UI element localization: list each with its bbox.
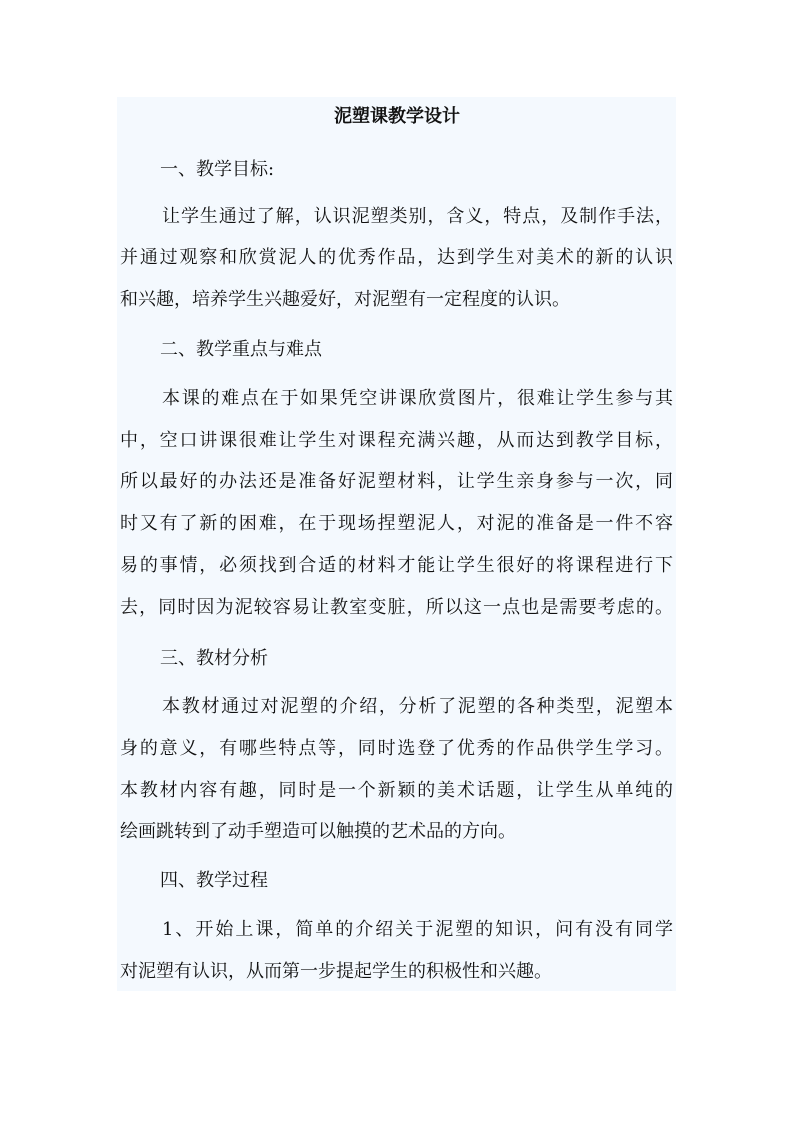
- paragraph-line: 去，同时因为泥较容易让教室变脏，所以这一点也是需要考虑的。: [120, 597, 673, 618]
- paragraph-line: 让学生通过了解，认识泥塑类别，含义，特点，及制作手法，: [162, 206, 673, 227]
- paragraph-line: 所以最好的办法还是准备好泥塑材料，让学生亲身参与一次，同: [120, 471, 673, 492]
- document-background: [117, 97, 676, 991]
- section-heading-key-points: 二、教学重点与难点: [160, 339, 322, 360]
- paragraph-line: 本课的难点在于如果凭空讲课欣赏图片，很难让学生参与其: [162, 388, 673, 409]
- paragraph-line: 绘画跳转到了动手塑造可以触摸的艺术品的方向。: [120, 821, 516, 842]
- paragraph-line: 和兴趣，培养学生兴趣爱好，对泥塑有一定程度的认识。: [120, 289, 570, 310]
- paragraph-line: 时又有了新的困难，在于现场捏塑泥人，对泥的准备是一件不容: [120, 513, 673, 534]
- paragraph-line: 易的事情，必须找到合适的材料才能让学生很好的将课程进行下: [120, 555, 673, 576]
- paragraph-line: 本教材内容有趣，同时是一个新颖的美术话题，让学生从单纯的: [120, 780, 673, 801]
- paragraph-line: 本教材通过对泥塑的介绍，分析了泥塑的各种类型，泥塑本: [162, 696, 673, 717]
- paragraph-line: 中，空口讲课很难让学生对课程充满兴趣，从而达到教学目标，: [120, 430, 673, 451]
- document-title: 泥塑课教学设计: [334, 106, 460, 127]
- section-heading-teaching-process: 四、教学过程: [160, 870, 268, 891]
- paragraph-line: 对泥塑有认识，从而第一步提起学生的积极性和兴趣。: [120, 961, 552, 982]
- paragraph-line: 1、开始上课，简单的介绍关于泥塑的知识，问有没有同学: [162, 919, 673, 940]
- section-heading-material-analysis: 三、教材分析: [160, 648, 268, 669]
- section-heading-objectives: 一、教学目标:: [160, 159, 275, 180]
- paragraph-line: 并通过观察和欣赏泥人的优秀作品，达到学生对美术的新的认识: [120, 247, 673, 268]
- paragraph-line: 身的意义，有哪些特点等，同时选登了优秀的作品供学生学习。: [120, 738, 673, 759]
